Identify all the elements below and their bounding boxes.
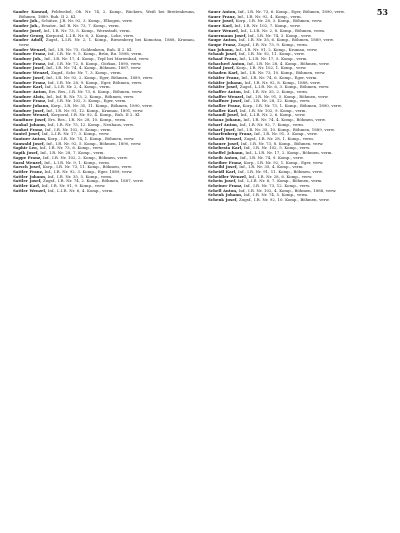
entry-text: Feldwebel, Ob. Nr. 74, 2. Komp., Rückers, Weiß bei Breitenbrunn, Böhmen, 1889. Ruh. II 2. Kl. [19,9,195,19]
entry-text: Inf., I.R. Nr. 102, 2. Komp., Böhmen, verw. [42,154,128,160]
entry-text: Inf., I.R. Nr. 91, 2. Komp., Krumau, verw. [235,46,318,52]
entry-name: Schenk Josef, [208,197,238,203]
entry-text: Inf., I.R. Nr. 35, 6. Komp., Böhmen, 1889, verw. [238,37,334,43]
entry-text: Inf., I.R. Nr. 74, 9. Komp., verw. [240,154,304,160]
entry-text: Inf., I.R. Nr. 35, 5. Komp., verm. [47,173,113,179]
entry-name: Saupe Anton, [208,37,238,43]
entry-name: Scheffel Johann, [208,150,244,156]
entry-text: Inf., I.R. Nr. 72, 8. Komp., Görkau, 1890, verw. [47,60,142,66]
entry-text: Inf., L.I.R. Nr. 17, 3. Komp., verw. [41,131,110,137]
entry-name: Sankot Franz, [13,126,44,132]
entry-text: Zugsf., I.R. Nr. 74, 2. Komp., Böhmen, 1887, verw. [42,178,144,184]
entry-text: Korporal, L.I.R. Nr. 6, 3. Komp., Lohe, verw. [45,32,134,38]
entry-text: Zugsf., Schr. Nr. 7, 3. Komp., verm. [51,70,122,76]
entry-text: Inf., I.R. Nr. 92, 3. Komp., Eger, 1889, verw. [44,168,133,174]
entry-name: Sappe Franz, [13,154,42,160]
entry-name: Sander Wenzel, [13,46,47,52]
entry-name: Schäfer Josef, [208,84,239,90]
entry-text: Inf., I.R. Nr. 28, 7. Komp., verm. [40,150,105,156]
entry-name: Schein Josef, [208,178,237,184]
right-column [208,10,390,203]
entry-text: Inf., I.R. Nr. 28, 9. Komp., Eger, Böhmen, verw. [47,79,143,85]
entry-text: Inf., L.I.R. Nr. 2, 6. Komp., verw. [240,112,306,118]
entry-text: Inf., I.R. Nr. 9, 5. Komp., Brüx, Ru. 1898, verm. [47,51,143,57]
entry-name: Schäfer Franz, [208,74,240,80]
entry-text: Ers. Res., I.R. Nr. 28, 10. Komp., verm. [48,117,127,123]
entry-text: Inf., I.R. Nr. 92, 4. Komp., verm. [237,13,302,19]
entry-name: Sandner Franz, [13,98,47,104]
entry-text: Zugsf., I.R. Nr. 28, 1. Komp., verm. [243,135,315,141]
entry-name: Sandner Karl, [13,84,44,90]
entry-text: Korp., I.R. Nr. 28, 3. Komp., Böhmen, verw. [235,18,323,24]
entry-text: Inf., I.R. Nr. 74, 5. Komp., verm. [243,192,309,198]
entry-text: Korp., I.R. Nr. 74, 1. Komp., Böhmen, verw. [47,135,135,141]
entry-name: Schenk Johann, [208,192,243,198]
entry-name: Scharf Josef, [208,126,236,132]
entry-text: Inf., I.R. Nr. 102, 9. Komp., verm. [239,107,307,113]
entry-name: Sander Josef, [13,27,43,33]
entry-text: Inf., L.I.R. Nr. 17, 5. Komp., verm. [239,56,308,62]
entry-name: Scheidler Wenzel, [208,173,248,179]
entry-text: Inf., I.R. Nr. 92, 7. Komp., verm. [239,121,305,127]
entry-text: Inf., I.R. Nr. 73, 12. Komp., verw. [243,183,311,189]
entry-text: Inf., L.I.R. Nr. 9, 1. Komp., verm. [44,159,111,165]
entry-text: Inf., I.R. Nr. 102, 4. Komp., Böhmen, 1888, verw. [238,187,337,193]
entry-text: Inf., I.R. Nr. 92, 11. Komp., verw. [238,51,305,57]
entry-name: Sandner Joh., [13,56,43,62]
entry-text: Inf., I.R. Nr. 17, 4. Komp., Tepl bei Marienbad, verw. [44,56,150,62]
entry-text: Inf., I.R. Nr. 91, 5. Komp., Böhmen, verw. [246,93,329,99]
entry-text: Inf., I.R. Nr. 74, 3. Komp., verw. [248,32,312,38]
entry-text: Inf., Inf. R. Nr. 73, 2. Komp., Böhmen, verw. [46,93,135,99]
entry-text: Zugsf., L.I.R. Nr. 6, 3. Komp., Böhmen, verw. [239,84,330,90]
entry-text: Inf., I.R. Nr. 73, 6. Komp., Eger, Böhmen, 1890, verw. [238,9,345,14]
entry-text: Inf., L.I.R. Nr. 2, 4. Komp., verm. [45,84,111,90]
entry-name: Schaffer Anton, [208,88,243,94]
entry-name: Sandner Johann, [13,103,50,109]
entry-name: Sauer Franz, [208,13,236,19]
entry-name: Sankal Johann, [13,121,47,127]
entry-name: Scheiber Franz, [208,159,243,165]
entry-text: Inf., I.R. Nr. 102, 5. Komp., verw. [243,145,311,151]
entry-name: Sattler Johann, [13,173,47,179]
entry-name: Santel Josef, [13,131,41,137]
entry-name: Scharfenberg Franz, [208,131,253,137]
entry-text: Korp., I.R. Nr. 102, 1. Komp., verw. [236,65,307,71]
entry-text: Korporal, I.R. Nr. 92, 4. Komp., Ruh. II 2. Kl. [51,112,141,118]
entry-text: Inf., I.R. Nr. 91, 11. Komp., Böhmen, verw. [237,168,323,174]
entry-name: Schebesta Karl, [208,145,243,151]
entry-name: Sarsch Josef, [13,164,42,170]
entry-text: Inf., I.R. Nr. 74, 4. Komp., Böhmen, 1887, verw. [46,65,142,71]
entry-name: Sander Georg, [13,32,45,38]
entry-name: Schaller Franz, [208,103,242,109]
entry-name: Scheib Anton, [208,154,239,160]
entry-name: Saral Wenzel, [13,159,43,165]
entry-text: Inf., I.R. Nr. 91, 9. Komp., verw. [41,183,106,189]
entry-text: Zugsf., I.R. Nr. 92, 10. Komp., Böhmen, verw. [239,197,330,203]
entry-text: Schütze, J.R. Nr. 92, 3. Komp., Elbogen, verw. [41,18,133,24]
entry-text: Inf., L.I.R. Nr. 6, 7. Komp., Böhmen, verm. [237,178,323,184]
page-number: 53 [376,7,388,17]
entry-name: Sandner Josef, [13,65,45,71]
entry-text: Inf., I.R. Nr. 28, 4. Komp., Böhmen, verw. [247,60,330,66]
entry-text: Inf., I.R. Nr. 91, 3. Komp., verw. [254,131,318,137]
entry-name: Schaab Josef, [208,51,238,57]
entry-name: Schacherl Anton, [208,60,246,66]
entry-text: Inf., I.R. Nr. 35, 4. Komp., verm. [239,164,304,170]
entry-text: Inf., I.R. Nr. 74, 6. Komp., Eger, verm. [241,74,318,80]
entry-name: Schanz Johann, [208,117,242,123]
list-entry [208,198,390,203]
entry-name: Sandner Wenzel, [13,70,50,76]
entry-name: Sandner Franz, [13,51,47,57]
entry-text: Inf., I.R. Nr. 92, 5. Komp., Böhmen, 1890, verw. [46,140,142,146]
entry-text: Inf., I.R. Nr. 91, 12. Komp., Krumau, 1891, verw. [46,107,144,113]
entry-name: Sax Johann, [208,46,235,52]
entry-name: Sauer Wenzel, [208,27,240,33]
entry-name: Sandner Alois, [13,93,45,99]
list-entry [13,189,195,194]
entry-name: Scheiner Franz, [208,183,243,189]
entry-name: Sattler Karl, [13,183,41,189]
entry-text: Korp., I.R. Nr. 92, 1. Komp., Eger, verw. [243,159,324,165]
entry-name: Schaller Karl, [208,107,239,113]
entry-name: Schaden Karl, [208,70,239,76]
entry-text: Zugsf., I.R. Nr. 73, 9. Komp., verm. [238,41,309,47]
entry-name: Sandner Josef, [13,107,45,113]
entry-name: Sander Konrad, [13,9,49,14]
entry-name: Sauermann Josef, [208,32,247,38]
entry-name: Santner Anton, [13,135,47,141]
entry-name: Scheidl Karl, [208,168,237,174]
entry-name: Schaffer Wenzel, [208,93,245,99]
entry-name: Sauer Anton, [208,9,237,14]
entry-text: Inf., I.R. Nr. 73, 8. Komp., Böhmen, verw. [240,140,324,146]
entry-text: Korp., I.R. Nr. 35, 11. Komp., Böhmen, 1890, verw. [51,103,153,109]
entry-name: Sandner Josef, [13,74,45,80]
entry-name: Sandner Franz, [13,60,47,66]
entry-name: Schad Josef, [208,65,235,71]
entry-name: Sattler Josef, [13,178,42,184]
entry-text: Inf., L.I.R. Nr. 6, 4. Komp., verm. [47,187,114,193]
entry-name: Sander Joh., [13,23,40,29]
entry-name: Sattler Franz, [13,168,44,174]
entry-text: Inf., I.R. Nr. 73, 10. Komp., Böhmen, verw. [240,70,326,76]
entry-text: Inf., I.R. Nr. 73, 5. Komp., Wernstadt, verm. [43,27,131,33]
entry-name: Schell Anton, [208,187,238,193]
entry-text: Inf., I.R. Nr. 35, 10. Komp., Böhmen, 1889, verw. [237,126,335,132]
entry-text: Inf., I.R. Nr. 75, Goldenkron, Ruh. II 2. Kl. [48,46,133,52]
entry-text: Inf., L.I.R. Nr. 17, 2. Komp., Böhmen, verm. [245,150,333,156]
entry-name: Sauer Josef, [208,18,235,24]
entry-name: Scheibl Josef, [208,164,238,170]
entry-name: Sandner Franz, [13,79,47,85]
entry-name: Sauer Karl, [208,23,234,29]
entry-name: Sattler Wenzel, [13,187,47,193]
left-column [13,10,195,193]
entry-name: Schandl Josef, [208,112,240,118]
entry-name: Schäfer Johann, [208,79,244,85]
entry-name: Schauer Josef, [208,140,240,146]
entry-text: Inf., I.R. Nr. 75, 12. Komp., Neuhaus, verw. [47,121,134,127]
entry-name: Schaaf Franz, [208,56,238,62]
entry-name: Scharf Anton, [208,121,239,127]
entry-text: Inf., I.R. Nr. 92, 8. Komp., 1888, verw. [244,79,321,85]
entry-text: Inf., I.R. Nr. 28, 6. Komp., verw. [248,173,313,179]
entry-name: Saphir Leo, [13,145,39,151]
entry-text: Inf., I.R. Nr. 102, 8. Komp., verm. [44,126,112,132]
entry-name: Schaffner Josef, [208,98,243,104]
entry-text: Inf., I.R. Nr. 28, 12. Komp., verw. [244,98,311,104]
entry-name: Sanwald Josef, [13,140,45,146]
entry-text: Korp., I.R. Nr. 73, 1. Komp., Böhmen, 1890, verw. [242,103,342,109]
entry-text: Zugsf., L.I.R. Nr. 2, 1. Komp., Riesenberg bei Komotau, 1888, Krumau, verw. [19,37,195,47]
entry-name: Sander Joh., [13,18,40,24]
entry-name: Saupe Franz, [208,41,237,47]
entry-text: Inf., I.R. Nr. 35, 2. Komp., verm. [243,88,309,94]
entry-text: Inf., I.R. Nr. 102, 7. Komp., verw. [234,23,301,29]
entry-text: Inf., I.R. Nr. 102, 3. Komp., Eger, verm. [47,98,127,104]
entry-name: Sander Adolf, [13,37,44,43]
entry-text: Ers. Res., I.R. Nr. 73, 6. Komp., Böhmen, verw. [48,88,143,94]
entry-text: Korp., I.R. Nr. 73, 11. Komp., Böhmen, verw. [42,164,132,170]
entry-text: Inf., I.R. Nr. 92, 2. Komp., Eger, Böhmen, 1889, verw. [46,74,154,80]
entry-text: Inf., I.R. Nr. 74, 4. Komp., Böhmen, verw. [243,117,326,123]
entry-text: Ersatzr., Inf. R. Nr. 73, 7. Komp., verm. [41,23,120,29]
entry-name: Sapik Josef, [13,150,39,156]
entry-text: Inf., L.I.R. Nr. 2, 8. Komp., Böhmen, verm. [240,27,326,33]
entry-name: Sandner Anton, [13,88,48,94]
entry-name: Sandtner Josef, [13,117,47,123]
entry-name: Schaub Wenzel, [208,135,243,141]
entry-text: Inf., I.R. Nr. 73, 6. Komp., verw. [39,145,104,151]
entry-name: Sandner Wenzel, [13,112,50,118]
